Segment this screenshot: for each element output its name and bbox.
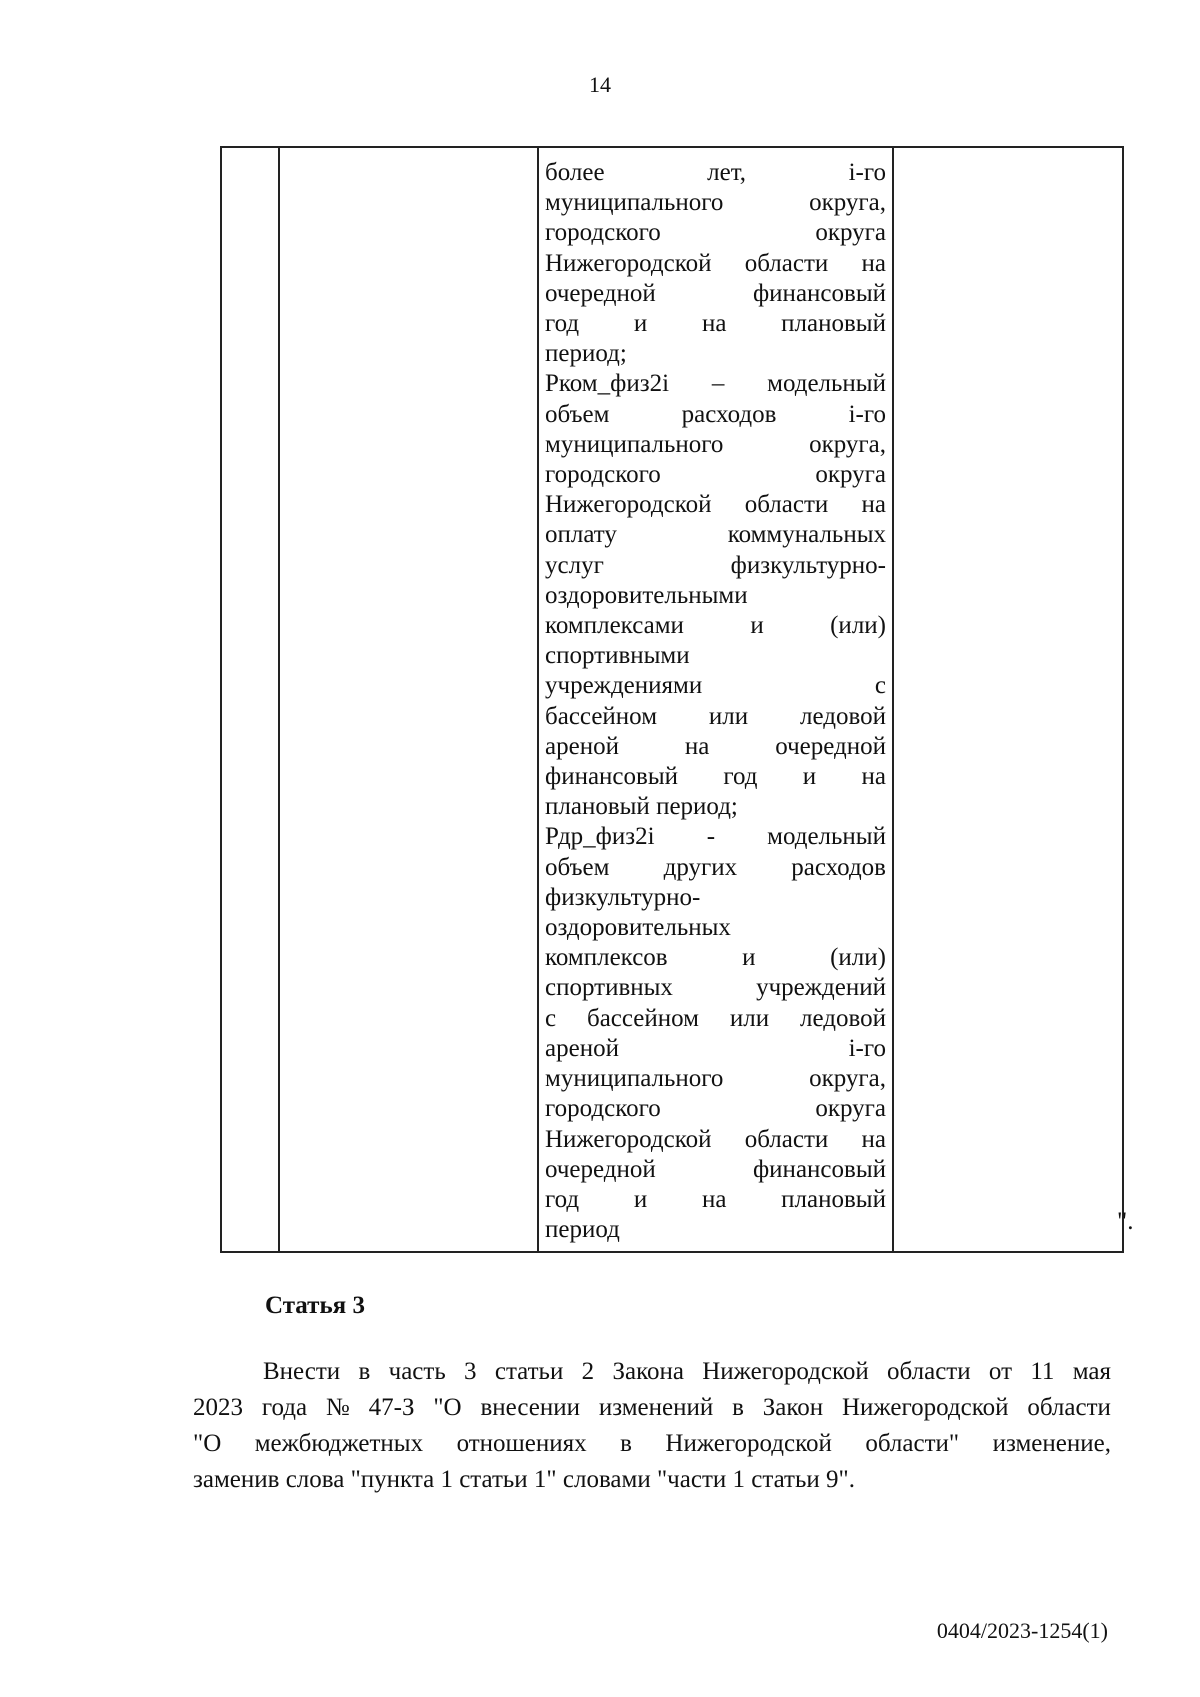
article-word: Закон — [762, 1394, 824, 1421]
table-text-word: Нижегородской — [545, 1125, 712, 1153]
table-cell-empty-4 — [893, 147, 1123, 1252]
table-text-line — [545, 611, 886, 641]
table-text-word: и — [633, 1185, 648, 1213]
table-text-word: округа — [815, 461, 886, 489]
table-text-line — [545, 1004, 886, 1034]
article-word: в — [620, 1430, 632, 1457]
table-text-word: муниципального — [545, 1065, 724, 1093]
table-text-word: (или) — [830, 612, 886, 640]
table-text-line — [545, 460, 886, 490]
table-text-word: очередной — [775, 732, 886, 760]
table-text-line — [545, 1185, 886, 1215]
table-text-word: учреждениями — [545, 672, 703, 700]
article-word: изменение, — [992, 1430, 1111, 1457]
table-text-word: плановый — [781, 310, 886, 338]
table-text-word: модельный — [767, 370, 886, 398]
table-text-word: период — [545, 1216, 620, 1244]
table-text-word: бассейном — [586, 1004, 699, 1032]
table-text-line — [545, 339, 886, 369]
table-text-line — [545, 551, 886, 581]
article-body — [193, 1354, 1111, 1498]
table-text-line — [545, 369, 886, 399]
table-text-word: Нижегородской — [545, 249, 712, 277]
article-line — [193, 1354, 1111, 1390]
article-word: 11 — [1030, 1358, 1055, 1385]
closing-quote: ". — [1117, 1208, 1134, 1235]
article-line — [193, 1426, 1111, 1462]
table-text-word: i-го — [848, 159, 886, 186]
table-text-word: физкультурно- — [730, 551, 886, 579]
article-word: от — [988, 1358, 1013, 1385]
table-text-word: округа, — [809, 430, 886, 458]
table-text-word: i-го — [848, 1034, 886, 1062]
table-text-word: период; — [545, 340, 627, 368]
article-line: заменив слова "пункта 1 статьи 1" словами "части 1 статьи 9". — [193, 1466, 855, 1493]
table-text-line — [545, 249, 886, 279]
table-text-word: комплексов — [545, 944, 668, 972]
table-text-line — [545, 1094, 886, 1124]
table-text-line — [545, 309, 886, 339]
article-word: Нижегородской — [842, 1394, 1009, 1421]
table-text-word: на — [861, 1125, 886, 1153]
table-text-word: объем — [545, 400, 610, 428]
content-table — [220, 146, 1124, 1253]
article-word: изменений — [598, 1394, 714, 1421]
table-text-word: год — [723, 763, 758, 791]
table-text-word: комплексами — [545, 612, 684, 640]
table-text-line — [545, 520, 886, 550]
table-text-word: на — [861, 249, 886, 277]
article-word: мая — [1072, 1358, 1111, 1385]
article-word: статьи — [494, 1358, 564, 1385]
table-text-word: округа — [815, 1095, 886, 1123]
table-text-line — [545, 973, 886, 1003]
table-text-word: ледовой — [800, 702, 886, 730]
table-text-word: лет, — [707, 159, 747, 186]
table-text-word: городского — [545, 461, 661, 489]
table-text-line — [545, 218, 886, 248]
article-word: часть — [388, 1358, 446, 1385]
article-word: № — [325, 1394, 350, 1421]
table-row — [221, 147, 1123, 1252]
article-word: в — [358, 1358, 371, 1385]
table-text-word: более — [545, 159, 605, 186]
table-text-word: Нижегородской — [545, 491, 712, 519]
table-text-line — [545, 1215, 886, 1245]
table-text-word: других — [663, 853, 738, 881]
table-text-word: период; — [656, 793, 738, 821]
table-text-word: муниципального — [545, 430, 724, 458]
article-word: области" — [865, 1430, 960, 1457]
table-text-line — [545, 430, 886, 460]
table-text-word: - — [706, 823, 716, 851]
article-word: в — [732, 1394, 744, 1421]
table-text-word: плановый — [545, 793, 650, 821]
table-text-word: с — [545, 1004, 557, 1032]
table-text-line — [545, 702, 886, 732]
table-text-word: или — [708, 702, 749, 730]
table-text-word: на — [701, 310, 727, 338]
table-text-word: i-го — [848, 400, 886, 428]
table-text-word: финансовый — [545, 763, 679, 791]
article-word: области — [1027, 1394, 1111, 1421]
table-text-word: коммунальных — [727, 521, 886, 549]
table-text-word: на — [861, 763, 886, 791]
table-text-word: спортивных — [545, 974, 673, 1002]
table-text-word: округа — [815, 219, 886, 247]
table-text-word: Рком_физ2i — [545, 370, 670, 398]
table-text-line — [545, 883, 886, 913]
table-text-line — [545, 158, 886, 188]
table-text-word: на — [701, 1185, 727, 1213]
article-word: внесении — [480, 1394, 580, 1421]
table-text-word: округа, — [809, 1065, 886, 1093]
table-text-word: объем — [545, 853, 610, 881]
table-text-word: финансовый — [752, 1155, 886, 1183]
table-text-word: ареной — [545, 732, 619, 760]
table-text-word: ареной — [545, 1034, 619, 1062]
article-word: года — [261, 1394, 308, 1421]
table-text-word: ледовой — [799, 1004, 886, 1032]
table-text-word: оздоровительными — [545, 581, 748, 609]
article-word: отношениях — [456, 1430, 587, 1457]
table-text-word: услуг — [545, 551, 604, 579]
table-text-word: физкультурно- — [545, 883, 701, 911]
table-text-word: области — [744, 1125, 829, 1153]
article-line — [193, 1390, 1111, 1426]
table-text-word: с — [874, 672, 886, 700]
table-cell-text — [538, 147, 893, 1252]
table-text-word: на — [861, 491, 886, 519]
table-text-word: плановый — [781, 1185, 886, 1213]
table-text-word: расходов — [791, 853, 886, 881]
table-text-line — [545, 641, 886, 671]
article-word: Закона — [612, 1358, 684, 1385]
table-text-word: области — [744, 491, 829, 519]
table-cell-empty-1 — [221, 147, 279, 1252]
table-text-word: год — [545, 1185, 580, 1213]
table-text-word: бассейном — [545, 702, 658, 730]
table-text-word: оздоровительных — [545, 914, 731, 942]
table-text-line — [545, 188, 886, 218]
document-number: 0404/2023-1254(1) — [936, 1618, 1108, 1643]
table-text-word: модельный — [767, 823, 886, 851]
table-text-word: округа, — [809, 189, 886, 217]
article-word: 2 — [581, 1358, 595, 1385]
article-word: Нижегородской — [702, 1358, 869, 1385]
table-text-word: городского — [545, 1095, 661, 1123]
table-text-line — [545, 1155, 886, 1185]
article-word: "О — [193, 1430, 222, 1457]
table-text-word: и — [750, 612, 764, 640]
table-cell-empty-2 — [279, 147, 538, 1252]
table-text-word: учреждений — [756, 974, 886, 1002]
table-text-word: оплату — [545, 521, 617, 549]
table-text-line — [545, 581, 886, 611]
table-text-line — [545, 732, 886, 762]
table-text-word: и — [633, 310, 648, 338]
table-text-line — [545, 490, 886, 520]
table-text-word: спортивными — [545, 642, 690, 670]
table-text-word: – — [711, 370, 725, 398]
article-word: области — [887, 1358, 971, 1385]
article-word: 3 — [464, 1358, 477, 1385]
table-text-word: очередной — [545, 279, 656, 307]
table-text-word: на — [684, 732, 710, 760]
table-text-line — [545, 762, 886, 792]
table-text-word: области — [744, 249, 829, 277]
table-text-line — [545, 671, 886, 701]
article-word: Внести — [263, 1358, 341, 1385]
table-text-line — [545, 792, 886, 822]
table-text-word: и — [742, 944, 756, 972]
article-word: межбюджетных — [254, 1430, 424, 1457]
table-text-word: Рдр_физ2i — [545, 823, 655, 851]
table-text-line — [545, 1125, 886, 1155]
table-text-word: муниципального — [545, 189, 724, 217]
page-number: 14 — [589, 72, 611, 97]
table-text-line — [545, 943, 886, 973]
article-heading: Статья 3 — [265, 1292, 365, 1319]
table-text-word: расходов — [681, 400, 777, 428]
article-word: "О — [433, 1394, 462, 1421]
table-text-line — [545, 853, 886, 883]
table-text-word: год — [545, 310, 580, 338]
table-text-word: (или) — [830, 944, 886, 972]
table-text-line — [545, 822, 886, 852]
article-word: 2023 — [193, 1394, 243, 1421]
table-text-line — [545, 279, 886, 309]
article-word: Нижегородской — [665, 1430, 832, 1457]
table-text-word: или — [729, 1004, 770, 1032]
article-word: 47-З — [368, 1394, 415, 1421]
table-text-line — [545, 1034, 886, 1064]
table-text-word: городского — [545, 219, 661, 247]
table-text-line — [545, 1064, 886, 1094]
table-text-word: и — [802, 763, 817, 791]
table-text-line — [545, 400, 886, 430]
table-text-word: очередной — [545, 1155, 656, 1183]
table-text-word: финансовый — [752, 279, 886, 307]
table-text-line — [545, 913, 886, 943]
